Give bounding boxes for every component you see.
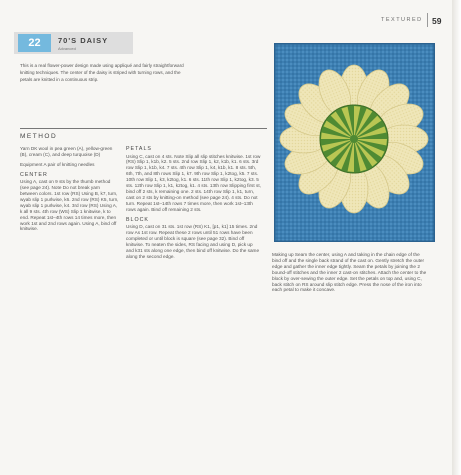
yarn-spec: Yarn DK wool in pea green (A), yellow-green (B), cream (C), and deep turquoise (D)	[20, 146, 113, 157]
making-up-instructions: Making up Seam the center, using A and taking in the chain edge of the bind off and the single back strand of the cast on. Gently stretch the outer edge and gather the inner edge tightly. Seam the petals by joining the 2 bound-off stitches and the inner 2 cast-on stitches. Attach the center to the block by over-sewing the outer edge. Set the petals on top and, using C, back stitch on RS around slip stitch edge. Press the nose of the iron into each petal to make it concave.	[272, 252, 427, 293]
pattern-difficulty: Advanced	[58, 46, 76, 51]
pattern-title: 70'S DAISY	[58, 36, 109, 45]
column-petals-block	[126, 146, 261, 264]
center-dot	[350, 135, 358, 143]
center-heading: CENTER	[20, 171, 48, 178]
intro-paragraph: This is a real flower-power design made using appliqué and fairly straightforward knitting techniques. The center of the daisy is striped with turning rows, and the petals are knitted in a continuous strip.	[20, 63, 184, 82]
block-instructions: Using D, cast on 31 sts. 1st row (RS) K1, [p1, k1] 15 times. 2nd row As 1st row. Repeat these 2 rows until 51 rows have been completed or until block is square (see page 32). Bind off knitwise. To neaten the sides, RS facing and using D, pick up and k31 sts along one edge, then bind off knitwise. Do the same along the second edge.	[126, 224, 260, 259]
page-gutter	[452, 0, 461, 475]
petals-instructions: Using C, cast on 4 sts. Note Slip all slip stitches knitwise. 1st row (RS) Slip 1, k1b, k2. 5 sts. 2nd row Slip 1, k2, k1b, k1. 6 sts. 3rd row Slip 1, k1b, k4. 7 sts. 4th row Slip 1, k4, k1b, k1. 8 sts. 5th, 6th, 7th, and 8th rows Slip 1, k7. 9th row Slip 1, k2tog, k5. 7 sts. 10th row Slip 1, k3, k2tog, k1. 6 sts. 11th row Slip 1, k2tog, k3. 5 sts. 12th row Slip 1, k1, k2tog, k1. 4 sts. 13th row Slipping first st, bind off 2 sts, k remaining one. 2 sts. 14th row Slip 1, k1, turn, cast on 2 sts by knitting-on method (see page 24). 4 sts. Do not turn. Repeat 1st–14th rows 7 times more, then work 1st–13th rows again. Bind off remaining 2 sts.	[126, 153, 261, 212]
equipment-spec: Equipment A pair of knitting needles	[20, 161, 95, 167]
block-heading: BLOCK	[126, 216, 149, 223]
knitted-daisy-photo	[274, 43, 435, 242]
petals-heading: PETALS	[126, 146, 152, 152]
column-materials-center	[20, 146, 119, 236]
page-number: 59	[432, 16, 442, 26]
pattern-number-badge: 22	[18, 34, 51, 52]
method-heading: METHOD	[20, 128, 267, 140]
running-head-section: TEXTURED	[381, 17, 423, 23]
running-head-divider	[427, 13, 428, 27]
column-making-up	[272, 252, 427, 297]
center-instructions: Using A, cast on 9 sts by the thumb method (see page 24). Note Do not break yarn between colors. 1st row (RS) Using B, k7, turn, wyab slip 1 purlwise, k6. 2nd row (RS) K5, turn, wyab slip 1 purlwise, k4. 3rd row (RS) Using A, k all 9 sts. 4th row (WS) Slip 1 knitwise, k to end. Repeat 1st–4th rows 14 times more, then work 1st and 2nd rows again. Using A, bind off knitwise.	[20, 179, 119, 232]
